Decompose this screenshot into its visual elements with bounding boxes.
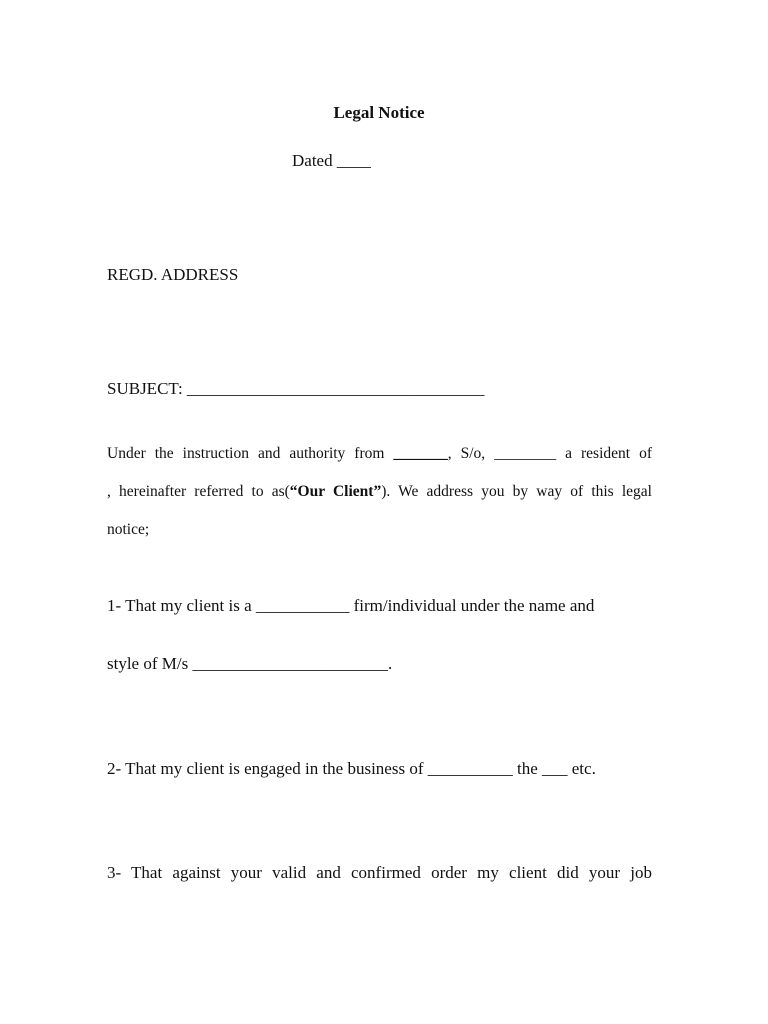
item-1-line-2: style of M/s _______________________. — [107, 654, 393, 673]
item-2: 2- That my client is engaged in the business of __________ the ___ etc. — [107, 759, 596, 778]
regd-address-label: REGD. ADDRESS — [107, 265, 239, 284]
item-3-line-1: 3- That against your valid and confirmed order my client did your job — [107, 863, 652, 882]
intro-line-3: notice; — [107, 521, 150, 538]
document-title: Legal Notice — [333, 103, 425, 122]
intro-line-1-rest: , S/o, ________ a resident of — [447, 445, 652, 462]
our-client-term: “Our Client” — [289, 483, 382, 500]
intro-line-1 — [107, 445, 652, 463]
intro-line-2-text: , hereinafter referred to as( — [107, 483, 290, 500]
intro-line-1-text: Under the instruction and authority from — [107, 445, 394, 462]
intro-line-2-rest: ). We address you by way of this legal — [381, 483, 652, 500]
subject-line: SUBJECT: ___________________________________ — [107, 379, 485, 398]
instruction-from-blank: _______ — [393, 445, 448, 462]
item-1-line-1: 1- That my client is a ___________ firm/individual under the name and — [107, 596, 595, 615]
intro-line-2 — [107, 483, 652, 501]
dated-line: Dated ____ — [292, 151, 371, 170]
